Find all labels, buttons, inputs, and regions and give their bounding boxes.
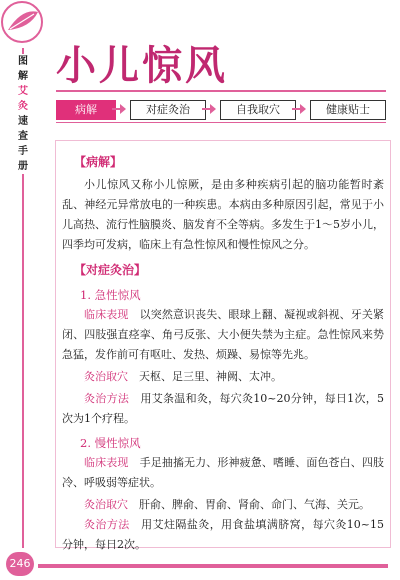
label: 临床表现	[84, 308, 129, 321]
page-number: 246	[6, 552, 34, 576]
text: 天枢、足三里、神阙、太冲。	[139, 370, 282, 383]
leaf-logo-icon	[0, 0, 46, 46]
arrow-right-icon	[202, 104, 216, 114]
acupoints-paragraph	[62, 367, 384, 387]
title-divider	[56, 90, 386, 92]
text: 用艾条温和灸，每穴灸10~20分钟，每日1次，5次为1个疗程。	[62, 392, 385, 425]
series-char: 查	[18, 131, 28, 142]
label: 临床表现	[84, 456, 129, 469]
content-panel	[55, 140, 391, 551]
section-nav	[56, 100, 386, 120]
subsection-heading: 2. 慢性惊风	[80, 436, 141, 450]
sidebar	[0, 0, 48, 580]
bottom-bar	[38, 564, 388, 568]
book-series-title	[14, 54, 32, 174]
series-char: 解	[18, 71, 28, 82]
series-char: 手	[18, 146, 28, 157]
arrow-right-icon	[292, 104, 306, 114]
series-char: 灸	[18, 101, 28, 112]
series-char: 图	[18, 56, 28, 67]
text: 以突然意识丧失、眼球上翻、凝视或斜视、牙关紧闭、四肢强直痉挛、角弓反张、大小便失禁为主症。急性惊风来势急猛，发作前可有呕吐、发热、烦躁、易惊等先兆。	[62, 308, 385, 361]
symptom-paragraph	[62, 453, 384, 493]
tab-acupoints[interactable]: 自我取穴	[220, 100, 296, 120]
text: 手足抽搐无力、形神疲惫、嗜睡、面色苍白、四肢冷、呼吸弱等症状。	[62, 456, 385, 489]
series-char: 册	[18, 161, 28, 172]
label: 灸治取穴	[84, 498, 128, 511]
tab-health-tips[interactable]: 健康贴士	[310, 100, 386, 120]
series-char: 速	[18, 116, 28, 127]
section-heading: 【病解】	[74, 155, 123, 169]
text: 用艾炷隔盐灸，用食盐填满脐窝，每穴灸10~15分钟，每日2次。	[62, 518, 385, 551]
acupoints-paragraph	[62, 495, 384, 515]
section-heading: 【对症灸治】	[74, 263, 147, 277]
subsection-heading: 1. 急性惊风	[80, 288, 141, 302]
tab-diagnosis[interactable]: 病解	[56, 100, 116, 120]
symptom-paragraph	[62, 305, 384, 365]
tab-treatment[interactable]: 对症灸治	[130, 100, 206, 120]
page-title: 小儿惊风	[56, 43, 228, 89]
intro-paragraph: 小儿惊风又称小儿惊厥，是由多种疾病引起的脑功能暂时紊乱、神经元异常放电的一种疾患。本病由多种原因引起，常见于小儿高热、流行性脑膜炎、脑发育不全等病。多发生于1～5岁小儿，四季均可发病，临床上有急性惊风和慢性惊风之分。	[62, 178, 384, 251]
method-paragraph	[62, 515, 384, 555]
label: 灸治取穴	[84, 370, 128, 383]
label: 灸治方法	[84, 518, 130, 531]
label: 灸治方法	[84, 392, 130, 405]
series-char: 艾	[18, 86, 28, 97]
nav-underline	[56, 122, 386, 123]
text: 肝俞、脾俞、胃俞、肾俞、命门、气海、关元。	[139, 498, 370, 511]
method-paragraph	[62, 389, 384, 429]
arrow-right-icon	[112, 104, 126, 114]
